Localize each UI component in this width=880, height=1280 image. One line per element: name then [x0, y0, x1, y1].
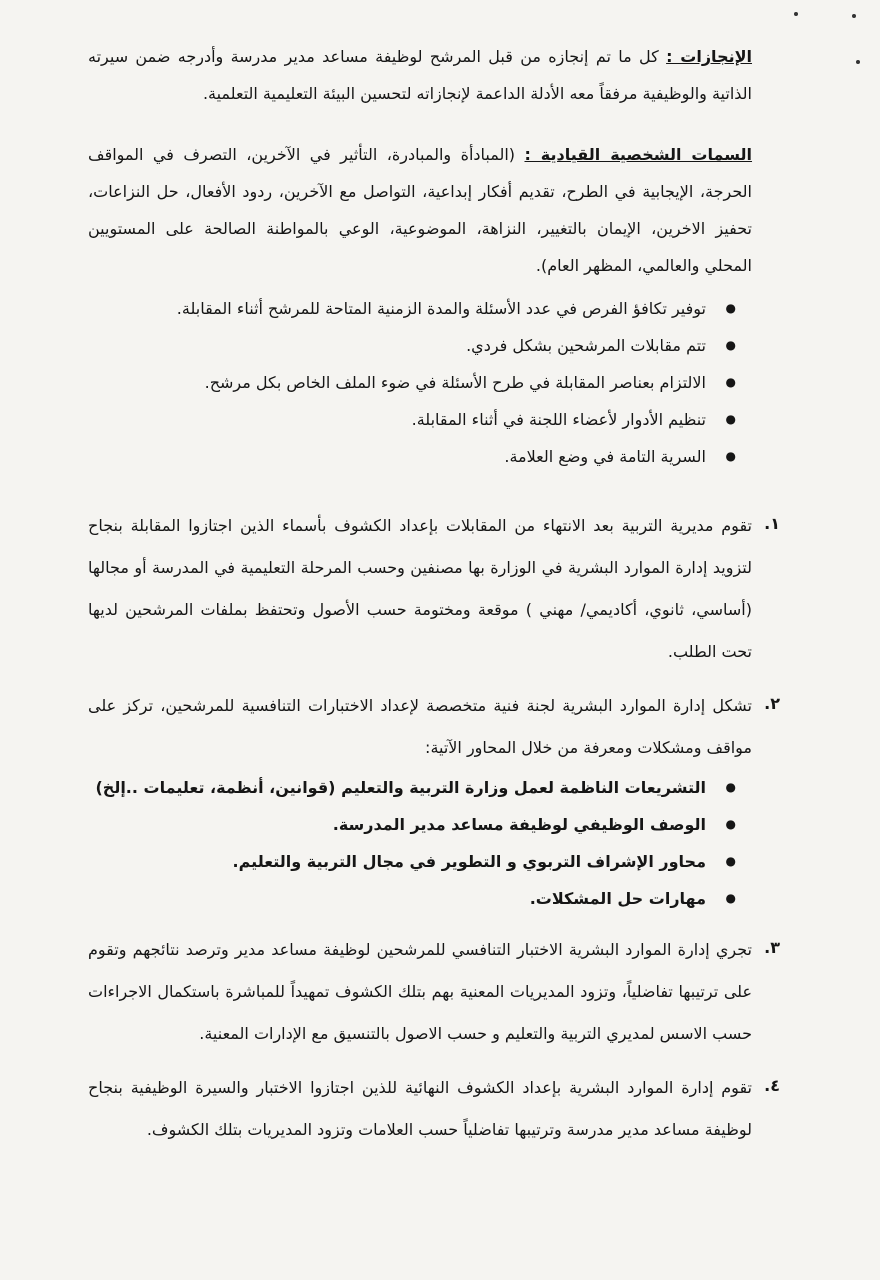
step-item: [88, 685, 780, 917]
scan-speck: [856, 60, 860, 64]
list-item: ● محاور الإشراف التربوي و التطوير في مجال التربية والتعليم.: [88, 843, 706, 880]
list-item: ● التشريعات الناظمة لعمل وزارة التربية والتعليم (قوانين، أنظمة، تعليمات ..إلخ): [88, 769, 706, 806]
list-item: ● السرية التامة في وضع العلامة.: [88, 438, 706, 475]
achievements-paragraph: [88, 38, 752, 112]
traits-text: (المبادأة والمبادرة، التأثير في الآخرين، التصرف في المواقف الحرجة، الإيجابية في الطرح، تقديم أفكار إبداعية، التواصل مع الآخرين، ردود الأفعال، حل النزاعات، تحفيز الاخرين، الإيمان بالتغيير، النزاهة، الموضوعية، الوعي بالمواطنة الصالحة على المستويين المحلي والعالمي، المظهر العام).: [88, 145, 752, 275]
step-text: تقوم مديرية التربية بعد الانتهاء من المقابلات بإعداد الكشوف بأسماء الذين اجتازوا المقابلة بنجاح لتزويد إدارة الموارد البشرية في الوزارة بها مصنفين وحسب المرحلة التعليمية في المدرسة أو مجالها (أساسي، ثانوي، أكاديمي/ مهني ) موقعة ومختومة حسب الأصول وتحتفظ بملفات المرشحين لديها تحت الطلب.: [88, 516, 752, 661]
step-text: تشكل إدارة الموارد البشرية لجنة فنية متخصصة لإعداد الاختبارات التنافسية للمرشحين، تركز على مواقف ومشكلات ومعرفة من خلال المحاور الآتية:: [88, 696, 752, 757]
step-item: [88, 1067, 780, 1151]
scan-speck: [794, 12, 798, 16]
interview-rules-list: [88, 290, 752, 475]
scan-speck: [852, 14, 856, 18]
step-number: ٤.: [764, 1076, 780, 1095]
step-number: ٢.: [764, 694, 780, 713]
step-text: تقوم إدارة الموارد البشرية بإعداد الكشوف النهائية للذين اجتازوا الاختبار والسيرة الوظيفية بنجاح لوظيفة مساعد مدير مدرسة وترتيبها تفاضلياً حسب العلامات وتزود المديريات بتلك الكشوف.: [88, 1078, 752, 1139]
list-item: ● الوصف الوظيفي لوظيفة مساعد مدير المدرسة.: [88, 806, 706, 843]
step-item: [88, 505, 780, 673]
list-item: ● الالتزام بعناصر المقابلة في طرح الأسئلة في ضوء الملف الخاص بكل مرشح.: [88, 364, 706, 401]
achievements-label: الإنجازات :: [666, 47, 753, 66]
procedure-steps: [88, 505, 780, 1151]
exam-axes-list: [88, 769, 752, 917]
list-item: ● مهارات حل المشكلات.: [88, 880, 706, 917]
list-item: ● توفير تكافؤ الفرص في عدد الأسئلة والمدة الزمنية المتاحة للمرشح أثناء المقابلة.: [88, 290, 706, 327]
achievements-text: كل ما تم إنجازه من قبل المرشح لوظيفة مساعد مدير مدرسة وأدرجه ضمن سيرته الذاتية والوظيفية مرفقاً معه الأدلة الداعمة لإنجازاته لتحسين البيئة التعليمية التعلمية.: [88, 47, 752, 103]
step-number: ١.: [764, 514, 780, 533]
list-item: ● تتم مقابلات المرشحين بشكل فردي.: [88, 327, 706, 364]
step-number: ٣.: [764, 938, 780, 957]
step-text: تجري إدارة الموارد البشرية الاختبار التنافسي للمرشحين لوظيفة مساعد مدير وترصد نتائجهم وتقوم على ترتيبها تفاضلياً، وتزود المديريات المعنية بهم بتلك الكشوف تمهيداً للمباشرة باستكمال الاجراءات حسب الاسس لمديري التربية والتعليم و حسب الاصول بالتنسيق مع الإدارات المعنية.: [88, 940, 752, 1043]
traits-paragraph: [88, 136, 752, 284]
step-item: [88, 929, 780, 1055]
list-item: ● تنظيم الأدوار لأعضاء اللجنة في أثناء المقابلة.: [88, 401, 706, 438]
traits-label: السمات الشخصية القيادية :: [524, 145, 753, 164]
